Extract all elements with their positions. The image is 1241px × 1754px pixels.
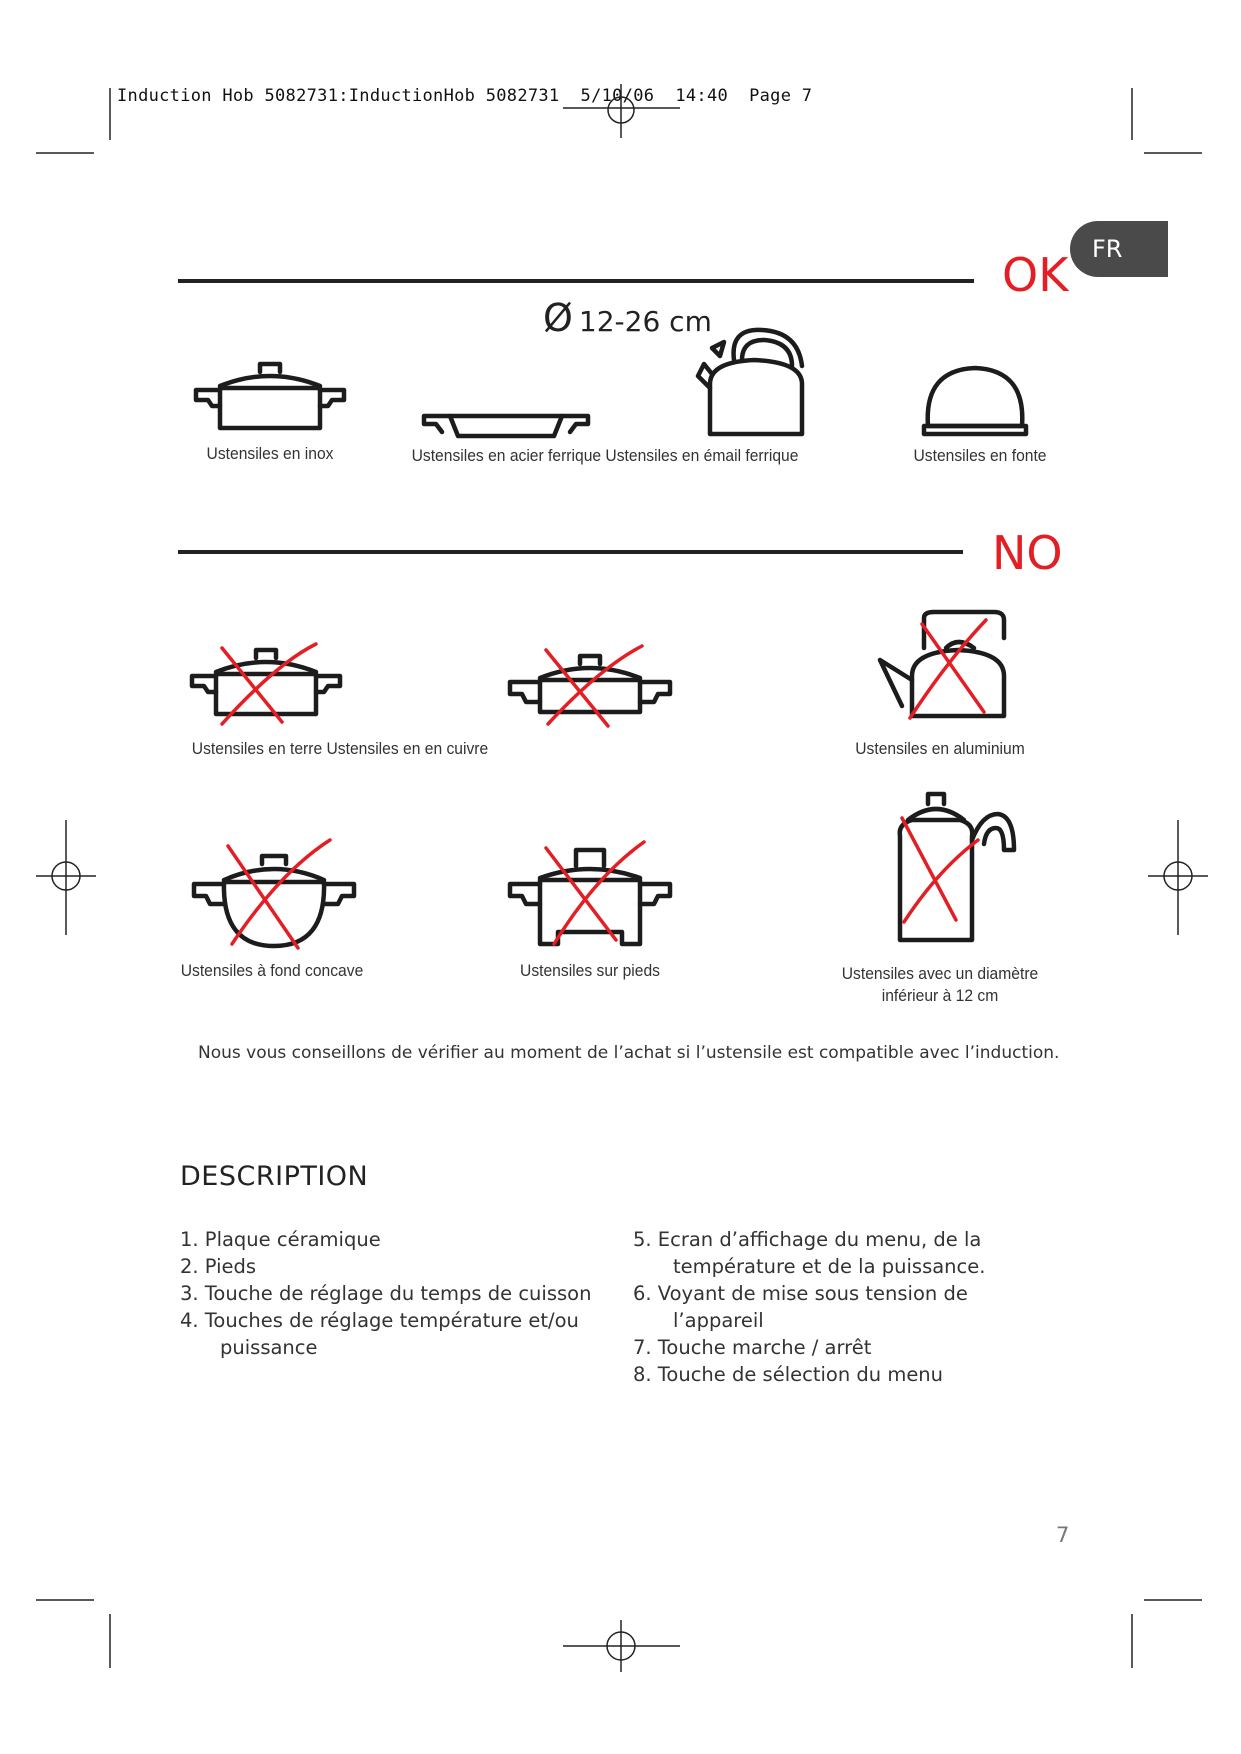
kettle-icon	[876, 608, 1016, 720]
list-item: 3. Touche de réglage du temps de cuisson	[180, 1282, 592, 1305]
print-header: Induction Hob 5082731:InductionHob 5082731 5/10/06 14:40 Page 7	[117, 86, 813, 106]
no-caption-aluminium: Ustensiles en aluminium	[855, 739, 1025, 758]
dome-pot-icon	[920, 362, 1030, 438]
no-caption-terre-cuivre: Ustensiles en terre Ustensiles en en cuivre	[191, 739, 489, 758]
description-list-right	[633, 1226, 985, 1388]
list-item: l’appareil	[673, 1309, 764, 1332]
list-item: 6. Voyant de mise sous tension de	[633, 1282, 968, 1305]
casserole-icon	[186, 644, 346, 724]
language-tab: FR	[1070, 221, 1168, 277]
list-item: température et de la puissance.	[673, 1255, 986, 1278]
list-item: 4. Touches de réglage température et/ou	[180, 1309, 579, 1332]
description-list-left	[180, 1226, 591, 1361]
list-item: 5. Ecran d’affichage du menu, de la	[633, 1228, 982, 1251]
cross-mark-icon	[910, 620, 986, 718]
diameter-text: 12-26 cm	[578, 305, 712, 338]
no-divider	[178, 550, 963, 554]
no-caption-diametre: Ustensiles avec un diamètre inférieur à 12 cm	[841, 964, 1039, 1005]
no-caption-sur-pieds: Ustensiles sur pieds	[520, 961, 660, 980]
cross-mark-icon	[546, 842, 644, 944]
flat-pan-icon	[420, 406, 592, 440]
list-item: 2. Pieds	[180, 1255, 257, 1278]
shallow-pan-icon	[504, 646, 676, 726]
kettle-icon	[694, 326, 814, 436]
ok-divider	[178, 279, 974, 283]
list-item: puissance	[220, 1336, 318, 1359]
ok-label: OK	[1002, 248, 1069, 302]
casserole-icon	[190, 358, 350, 438]
diameter-range	[543, 296, 712, 340]
ok-caption-fonte: Ustensiles en fonte	[913, 446, 1047, 465]
description-title: DESCRIPTION	[180, 1161, 369, 1192]
page-number: 7	[1056, 1523, 1070, 1547]
list-item: 8. Touche de sélection du menu	[633, 1363, 944, 1386]
diameter-symbol: Ø	[543, 296, 573, 340]
advice-text: Nous vous conseillons de vérifier au moment de l’achat si l’ustensile est compatible avec l’induction.	[198, 1043, 1060, 1063]
ok-caption-acier-email: Ustensiles en acier ferrique Ustensiles en émail ferrique	[411, 446, 799, 465]
narrow-pitcher-icon	[890, 780, 1020, 946]
footed-pot-icon	[504, 836, 676, 956]
no-label: NO	[992, 526, 1063, 580]
list-item: 7. Touche marche / arrêt	[633, 1336, 872, 1359]
round-pot-icon	[188, 836, 360, 950]
no-caption-fond-concave: Ustensiles à fond concave	[180, 961, 364, 980]
list-item: 1. Plaque céramique	[180, 1228, 381, 1251]
cross-mark-icon	[902, 818, 978, 922]
ok-caption-inox: Ustensiles en inox	[206, 444, 334, 463]
